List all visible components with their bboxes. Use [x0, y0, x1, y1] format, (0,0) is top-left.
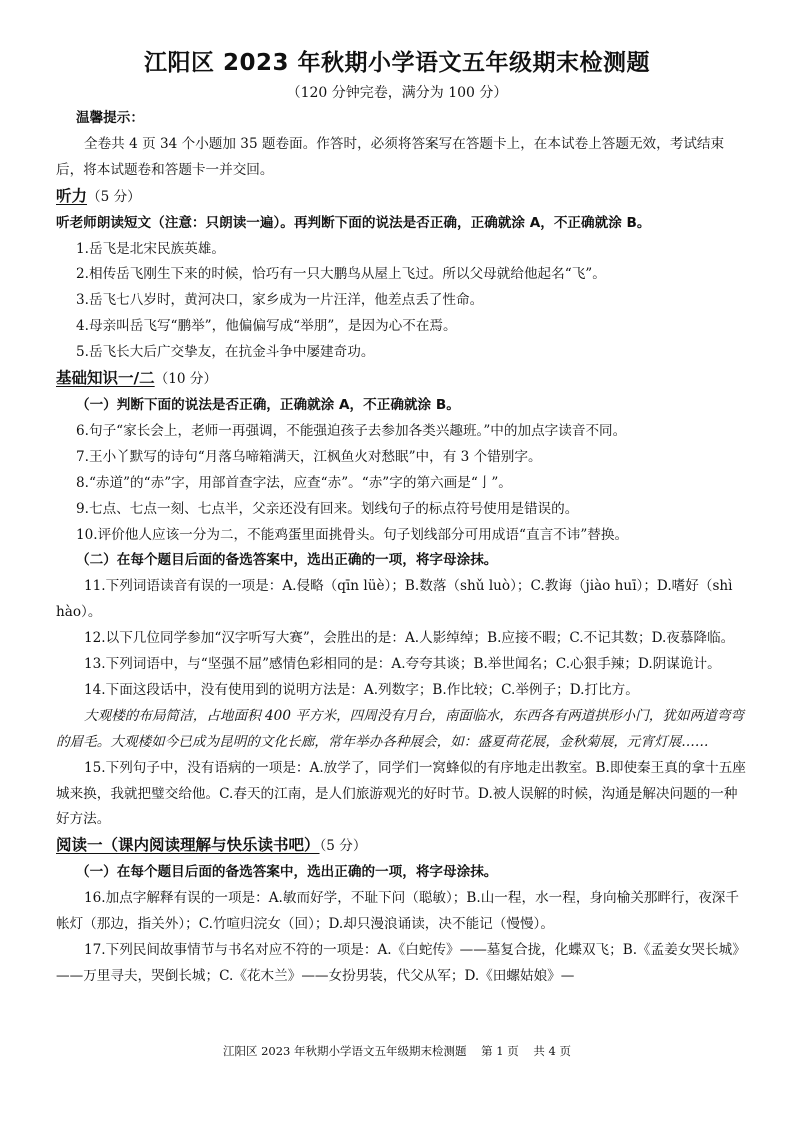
section-basics-score: （10 分） — [154, 371, 218, 388]
section-reading-heading — [56, 833, 746, 860]
section-basics-name: 基础知识一/二 — [56, 369, 155, 388]
question-item: 2.相传岳飞刚生下来的时候，恰巧有一只大鹏鸟从屋上飞过。所以父母就给他起名“飞”。 — [76, 266, 606, 283]
question-item: 6.句子“家长会上，老师一再强调，不能强迫孩子去参加各类兴趣班。”中的加点字读音不同。 — [76, 422, 627, 439]
question-item: 3.岳飞七八岁时，黄河决口，家乡成为一片汪洋，他差点丢了性命。 — [76, 292, 484, 309]
page-title: 江阳区 2023 年秋期小学语文五年级期末检测题 — [143, 50, 651, 76]
question-item: 12.以下几位同学参加“汉字听写大赛”，会胜出的是：A.人影绰绰；B.应接不暇；C.不记其数；D.夜慕降临。 — [84, 630, 735, 647]
question-item: 8.“赤道”的“赤”字，用部首查字法，应查“赤”。“赤”字的第六画是“亅”。 — [76, 474, 512, 491]
question-item: 16.加点字解释有误的一项是：A.敏而好学，不耻下问（聪敏）；B.山一程，水一程，身向榆关那畔行，夜深千帐灯（那边，指关外）；C.竹喧归浣女（回）；D.却只漫浪诵读，决不能记（慢慢）。 — [56, 890, 739, 933]
section-basics-heading — [56, 366, 746, 393]
listening-instruction: 听老师朗读短文（注意：只朗读一遍）。再判断下面的说法是否正确，正确就涂 A，不正确就涂 B。 — [56, 214, 651, 231]
section-listening-heading — [56, 184, 746, 211]
section-listening-name: 听力 — [56, 186, 88, 205]
question-item: 1.岳飞是北宋民族英雄。 — [76, 240, 225, 257]
question-item: 7.王小丫默写的诗句“月落乌啼箱满天，江枫鱼火对愁眠”中，有 3 个错别字。 — [76, 448, 542, 465]
question-item: 15.下列句子中，没有语病的一项是：A.放学了，同学们一窝蜂似的有序地走出教室。B.即使秦王真的拿十五座城来换，我就把璧交给他。C.春天的江南，是人们旅游观光的好时节。D.被人误解的时候，沟通是解决问题的一种好方法。 — [56, 759, 746, 828]
question-item: 10.评价他人应该一分为二，不能鸡蛋里面挑骨头。句子划线部分可用成语“直言不讳”替换。 — [76, 526, 629, 543]
notice-text: 全卷共 4 页 34 个小题加 35 题卷面。作答时，必须将答案写在答题卡上，在本试卷上答题无效，考试结束后，将本试题卷和答题卡一并交回。 — [56, 135, 725, 178]
notice-heading: 温馨提示： — [76, 110, 144, 126]
question-item: 9.七点、七点一刻、七点半，父亲还没有回来。划线句子的标点符号使用是错误的。 — [76, 500, 579, 517]
section-reading-name: 阅读一（课内阅读理解与快乐读书吧） — [56, 836, 320, 855]
question-item: 5.岳飞长大后广交挚友，在抗金斗争中屡建奇功。 — [76, 344, 375, 361]
question-item: 13.下列词语中，与“坚强不屈”感情色彩相同的是：A.夸夸其谈；B.举世闻名；C.心狠手辣；D.阴谋诡计。 — [84, 656, 721, 673]
basics-part2-heading: （二）在每个题目后面的备选答案中，选出正确的一项，将字母涂抹。 — [76, 552, 498, 569]
page-footer: 江阳区 2023 年秋期小学语文五年级期末检测题 第 1 页 共 4 页 — [222, 1044, 572, 1058]
question-item: 14.下面这段话中，没有使用到的说明方法是：A.列数字；B.作比较；C.举例子；D.打比方。 — [84, 681, 639, 698]
exam-duration-note: （120 分钟完卷，满分为 100 分） — [286, 85, 508, 101]
exam-content — [56, 106, 746, 990]
question-item: 4.母亲叫岳飞写“鹏举”，他偏偏写成“举朋”，是因为心不在焉。 — [76, 318, 457, 335]
section-reading-score: （5 分） — [319, 838, 367, 855]
question-item: 11.下列词语读音有误的一项是：A.侵略（qīn lüè）；B.数落（shǔ luò）；C.教诲（jiào huī）；D.嗜好（shì hào）。 — [56, 578, 733, 621]
reading-part1-heading: （一）在每个题目后面的备选答案中，选出正确的一项，将字母涂抹。 — [76, 864, 498, 881]
section-listening-score: （5 分） — [87, 188, 141, 205]
question-item: 17.下列民间故事情节与书名对应不符的一项是：A.《白蛇传》——墓复合拢，化蝶双飞；B.《孟姜女哭长城》——万里寻夫，哭倒长城；C.《花木兰》——女扮男装，代父从军；D.《田螺姑娘》— — [56, 942, 746, 984]
basics-part1-heading: （一）判断下面的说法是否正确，正确就涂 A，不正确就涂 B。 — [76, 396, 460, 413]
reading-passage: 大观楼的布局简洁，占地面积 400 平方米，四周没有月台，南面临水，东西各有两道拱形小门，犹如两道弯弯的眉毛。大观楼如今已成为昆明的文化长廊，常年举办各种展会，如：盛夏荷花展，金秋菊展，元宵灯展…… — [56, 707, 744, 750]
